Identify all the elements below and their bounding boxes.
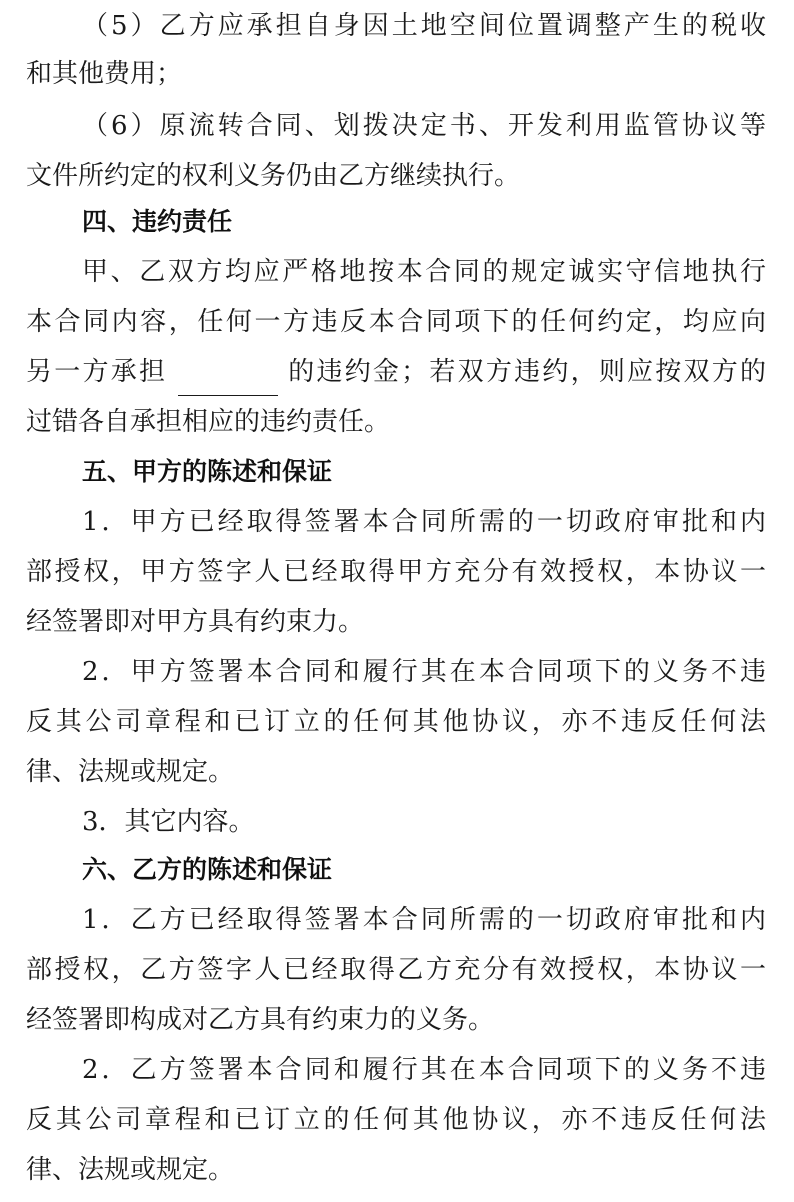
section-5-item-2-line-1: 2．甲方签署本合同和履行其在本合同项下的义务不违 (82, 657, 766, 687)
section-4-para-line-3 (26, 348, 766, 396)
penalty-amount-blank (178, 365, 278, 396)
section-6-item-2-line-3: 律、法规或规定。 (26, 1155, 235, 1185)
section-5-item-2-line-3: 律、法规或规定。 (26, 757, 235, 787)
section-5-item-1-line-3: 经签署即对甲方具有约束力。 (26, 607, 365, 637)
section-6-item-2-line-2: 反其公司章程和已订立的任何其他协议，亦不违反任何法 (26, 1105, 766, 1135)
section-6-item-1-line-1: 1．乙方已经取得签署本合同所需的一切政府审批和内 (82, 905, 766, 935)
section-4-para-line-3-before: 另一方承担 (26, 357, 168, 387)
section-5-item-3-line-1: 3．其它内容。 (82, 807, 255, 837)
section-6-heading: 六、乙方的陈述和保证 (82, 855, 333, 884)
section-6-item-1-line-3: 经签署即构成对乙方具有约束力的义务。 (26, 1005, 495, 1035)
clause-6-line-2: 文件所约定的权利义务仍由乙方继续执行。 (26, 161, 521, 191)
section-5-item-1-line-1: 1．甲方已经取得签署本合同所需的一切政府审批和内 (82, 507, 766, 537)
section-4-para-line-4: 过错各自承担相应的违约责任。 (26, 407, 391, 437)
section-4-para-line-3-after: 的违约金；若双方违约，则应按双方的 (288, 357, 766, 387)
clause-5-line-2: 和其他费用； (26, 59, 183, 89)
section-5-item-1-line-2: 部授权，甲方签字人已经取得甲方充分有效授权，本协议一 (26, 557, 766, 587)
section-5-heading: 五、甲方的陈述和保证 (82, 457, 333, 486)
clause-6-line-1: （6）原流转合同、划拨决定书、开发利用监管协议等 (82, 111, 766, 141)
section-4-para-line-1: 甲、乙双方均应严格地按本合同的规定诚实守信地执行 (82, 257, 766, 287)
section-6-item-1-line-2: 部授权，乙方签字人已经取得乙方充分有效授权，本协议一 (26, 955, 766, 985)
clause-5-line-1: （5）乙方应承担自身因土地空间位置调整产生的税收 (82, 11, 766, 41)
section-4-heading: 四、违约责任 (82, 207, 233, 236)
section-4-para-line-2: 本合同内容，任何一方违反本合同项下的任何约定，均应向 (26, 307, 766, 337)
section-6-item-2-line-1: 2．乙方签署本合同和履行其在本合同项下的义务不违 (82, 1055, 766, 1085)
section-5-item-2-line-2: 反其公司章程和已订立的任何其他协议，亦不违反任何法 (26, 707, 766, 737)
